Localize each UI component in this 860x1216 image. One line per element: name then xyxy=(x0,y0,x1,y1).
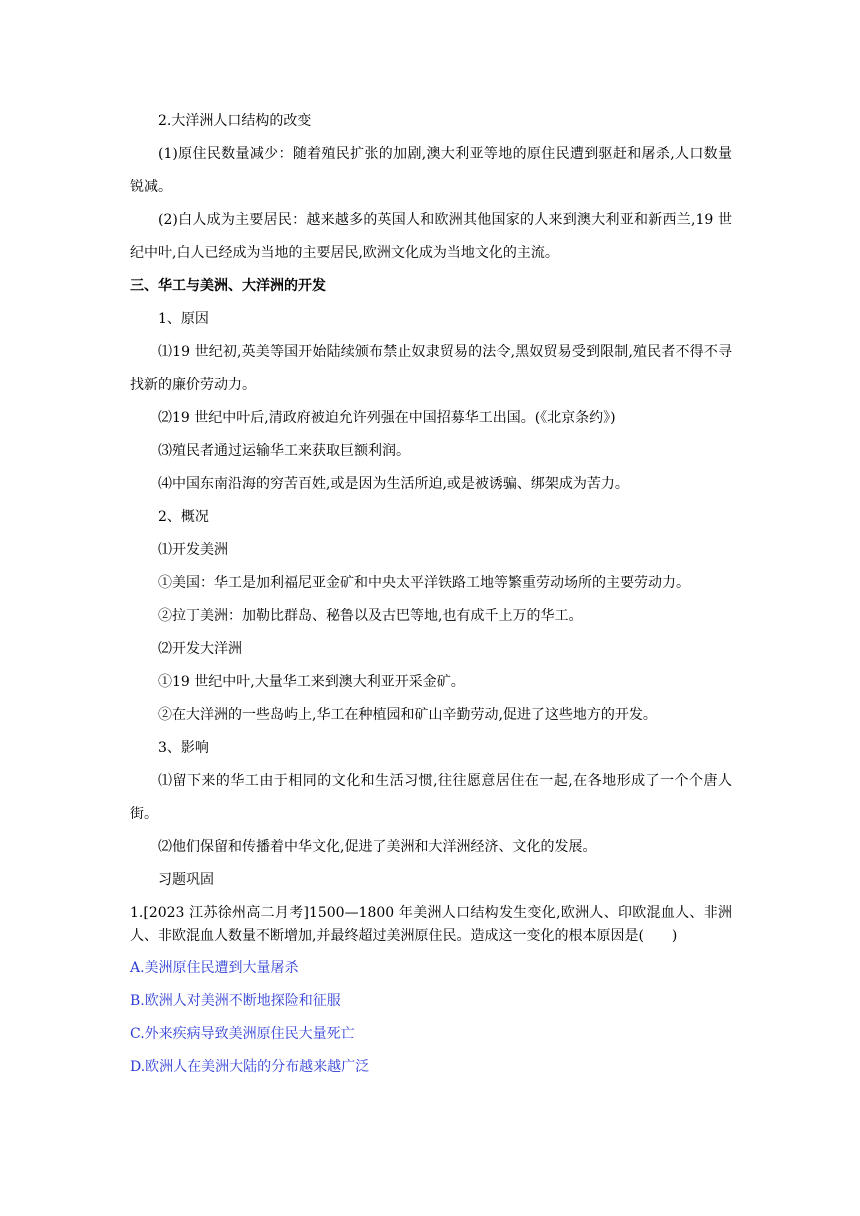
section-2-title: 2.大洋洲人口结构的改变 xyxy=(158,113,312,129)
exercise-title: 习题巩固 xyxy=(158,872,214,888)
reason-item-1: ⑴19 世纪初,英美等国开始陆续颁布禁止奴隶贸易的法令,黑奴贸易受到限制,殖民者不得不寻找新的廉价劳动力。 xyxy=(130,344,732,393)
reason-item-4: ⑷中国东南沿海的穷苦百姓,或是因为生活所迫,或是被诱骗、绑架成为苦力。 xyxy=(158,476,629,492)
impact-item-1: ⑴留下来的华工由于相同的文化和生活习惯,往往愿意居住在一起,在各地形成了一个个唐人街。 xyxy=(130,773,732,822)
reason-item-3: ⑶殖民者通过运输华工来获取巨额利润。 xyxy=(158,443,410,459)
overview-title: 2、概况 xyxy=(158,509,209,525)
oceania-title: ⑵开发大洋洲 xyxy=(158,641,242,657)
answer-option-b[interactable]: B.欧洲人对美洲不断地探险和征服 xyxy=(130,993,341,1009)
answer-option-d[interactable]: D.欧洲人在美洲大陆的分布越来越广泛 xyxy=(130,1059,370,1075)
paragraph-native-decline: (1)原住民数量减少：随着殖民扩张的加剧,澳大利亚等地的原住民遭到驱赶和屠杀,人口数量锐减。 xyxy=(130,146,732,195)
america-title: ⑴开发美洲 xyxy=(158,542,228,558)
reason-item-2: ⑵19 世纪中叶后,清政府被迫允许列强在中国招募华工出国。(《北京条约》) xyxy=(158,410,616,426)
america-item-2: ②拉丁美洲：加勒比群岛、秘鲁以及古巴等地,也有成千上万的华工。 xyxy=(158,608,583,624)
reason-title: 1、原因 xyxy=(158,311,209,327)
paragraph-white-residents: (2)白人成为主要居民：越来越多的英国人和欧洲其他国家的人来到澳大利亚和新西兰,19 世纪中叶,白人已经成为当地的主要居民,欧洲文化成为当地文化的主流。 xyxy=(130,212,732,261)
document-body xyxy=(130,105,732,1084)
america-item-1: ①美国：华工是加利福尼亚金矿和中央太平洋铁路工地等繁重劳动场所的主要劳动力。 xyxy=(158,575,690,591)
answer-option-c[interactable]: C.外来疾病导致美洲原住民大量死亡 xyxy=(130,1026,355,1042)
oceania-item-1: ①19 世纪中叶,大量华工来到澳大利亚开采金矿。 xyxy=(158,674,465,690)
impact-item-2: ⑵他们保留和传播着中华文化,促进了美洲和大洋洲经济、文化的发展。 xyxy=(158,839,597,855)
impact-title: 3、影响 xyxy=(158,740,209,756)
answer-option-a[interactable]: A.美洲原住民遭到大量屠杀 xyxy=(130,960,299,976)
section-3-heading: 三、华工与美洲、大洋洲的开发 xyxy=(130,278,326,294)
question-stem: 1.[2023 江苏徐州高二月考]1500—1800 年美洲人口结构发生变化,欧洲人、印欧混血人、非洲人、非欧混血人数量不断增加,并最终超过美洲原住民。造成这一变化的根本原因是( ) xyxy=(130,905,732,944)
oceania-item-2: ②在大洋洲的一些岛屿上,华工在种植园和矿山辛勤劳动,促进了这些地方的开发。 xyxy=(158,707,657,723)
